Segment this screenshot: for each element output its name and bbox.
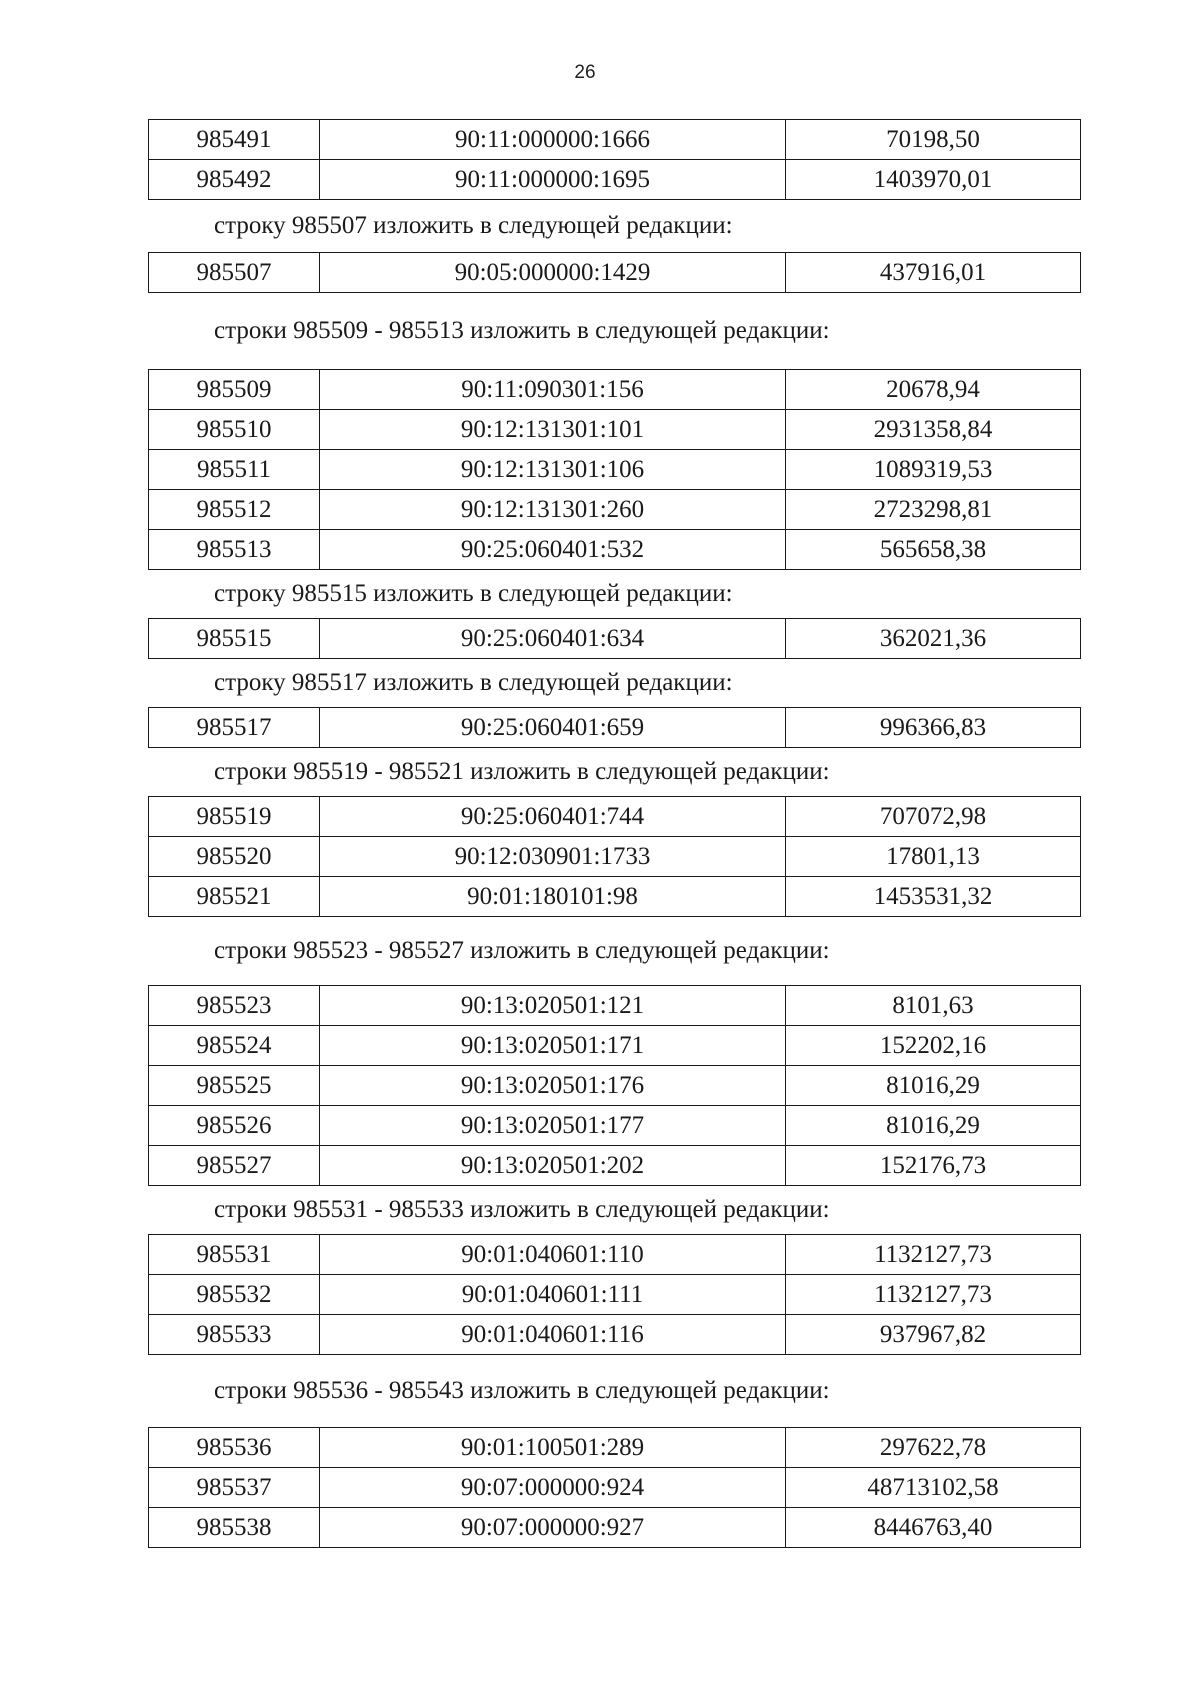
cadastral-number-cell: 90:11:090301:156 xyxy=(320,370,786,410)
table-row xyxy=(149,1026,1081,1066)
table-row xyxy=(149,450,1081,490)
value-cell: 2723298,81 xyxy=(786,490,1081,530)
row-number-cell: 985537 xyxy=(149,1468,320,1508)
row-number-cell: 985511 xyxy=(149,450,320,490)
section-heading: строку 985517 изложить в следующей редакции: xyxy=(214,669,733,696)
value-cell: 996366,83 xyxy=(786,708,1081,748)
page-number: 26 xyxy=(574,62,596,83)
row-number-cell: 985509 xyxy=(149,370,320,410)
value-cell: 565658,38 xyxy=(786,530,1081,570)
cadastral-number-cell: 90:13:020501:202 xyxy=(320,1146,786,1186)
value-cell: 8101,63 xyxy=(786,986,1081,1026)
row-number-cell: 985533 xyxy=(149,1315,320,1355)
section-heading: строки 985519 - 985521 изложить в следующей редакции: xyxy=(214,758,830,785)
value-cell: 81016,29 xyxy=(786,1106,1081,1146)
document-body xyxy=(148,119,1080,1548)
table-row xyxy=(149,1275,1081,1315)
table-row xyxy=(149,619,1081,659)
section-heading: строки 985536 - 985543 изложить в следующей редакции: xyxy=(214,1377,830,1404)
row-number-cell: 985510 xyxy=(149,410,320,450)
table-row xyxy=(149,120,1081,160)
cadastral-number-cell: 90:05:000000:1429 xyxy=(320,253,786,293)
cadastral-number-cell: 90:12:030901:1733 xyxy=(320,837,786,877)
data-table xyxy=(148,369,1081,570)
table-row xyxy=(149,370,1081,410)
table-row xyxy=(149,1428,1081,1468)
value-cell: 48713102,58 xyxy=(786,1468,1081,1508)
value-cell: 81016,29 xyxy=(786,1066,1081,1106)
cadastral-number-cell: 90:07:000000:924 xyxy=(320,1468,786,1508)
value-cell: 152202,16 xyxy=(786,1026,1081,1066)
value-cell: 2931358,84 xyxy=(786,410,1081,450)
table-row xyxy=(149,877,1081,917)
row-number-cell: 985513 xyxy=(149,530,320,570)
value-cell: 707072,98 xyxy=(786,797,1081,837)
table-row xyxy=(149,253,1081,293)
data-table xyxy=(148,119,1081,200)
value-cell: 70198,50 xyxy=(786,120,1081,160)
value-cell: 437916,01 xyxy=(786,253,1081,293)
cadastral-number-cell: 90:13:020501:171 xyxy=(320,1026,786,1066)
value-cell: 297622,78 xyxy=(786,1428,1081,1468)
section-heading: строку 985507 изложить в следующей редакции: xyxy=(214,212,733,239)
row-number-cell: 985538 xyxy=(149,1508,320,1548)
table-row xyxy=(149,410,1081,450)
section-heading: строки 985523 - 985527 изложить в следующей редакции: xyxy=(214,937,830,964)
value-cell: 152176,73 xyxy=(786,1146,1081,1186)
value-cell: 1089319,53 xyxy=(786,450,1081,490)
row-number-cell: 985532 xyxy=(149,1275,320,1315)
cadastral-number-cell: 90:07:000000:927 xyxy=(320,1508,786,1548)
table-row xyxy=(149,1468,1081,1508)
row-number-cell: 985524 xyxy=(149,1026,320,1066)
data-table xyxy=(148,618,1081,659)
data-table xyxy=(148,252,1081,293)
cadastral-number-cell: 90:13:020501:177 xyxy=(320,1106,786,1146)
cadastral-number-cell: 90:01:100501:289 xyxy=(320,1428,786,1468)
cadastral-number-cell: 90:01:180101:98 xyxy=(320,877,786,917)
value-cell: 1132127,73 xyxy=(786,1275,1081,1315)
row-number-cell: 985521 xyxy=(149,877,320,917)
value-cell: 937967,82 xyxy=(786,1315,1081,1355)
cadastral-number-cell: 90:12:131301:106 xyxy=(320,450,786,490)
table-row xyxy=(149,1235,1081,1275)
cadastral-number-cell: 90:01:040601:111 xyxy=(320,1275,786,1315)
table-row xyxy=(149,1066,1081,1106)
value-cell: 8446763,40 xyxy=(786,1508,1081,1548)
cadastral-number-cell: 90:25:060401:532 xyxy=(320,530,786,570)
cadastral-number-cell: 90:25:060401:659 xyxy=(320,708,786,748)
table-row xyxy=(149,530,1081,570)
cadastral-number-cell: 90:01:040601:110 xyxy=(320,1235,786,1275)
cadastral-number-cell: 90:13:020501:176 xyxy=(320,1066,786,1106)
cadastral-number-cell: 90:11:000000:1695 xyxy=(320,160,786,200)
table-row xyxy=(149,490,1081,530)
data-table xyxy=(148,1427,1081,1548)
value-cell: 1403970,01 xyxy=(786,160,1081,200)
value-cell: 1132127,73 xyxy=(786,1235,1081,1275)
table-row xyxy=(149,708,1081,748)
section-heading: строку 985515 изложить в следующей редакции: xyxy=(214,580,733,607)
cadastral-number-cell: 90:11:000000:1666 xyxy=(320,120,786,160)
cadastral-number-cell: 90:25:060401:744 xyxy=(320,797,786,837)
cadastral-number-cell: 90:12:131301:260 xyxy=(320,490,786,530)
row-number-cell: 985531 xyxy=(149,1235,320,1275)
section-heading: строки 985531 - 985533 изложить в следующей редакции: xyxy=(214,1196,830,1223)
cadastral-number-cell: 90:12:131301:101 xyxy=(320,410,786,450)
section-heading: строки 985509 - 985513 изложить в следующей редакции: xyxy=(214,317,830,344)
row-number-cell: 985491 xyxy=(149,120,320,160)
row-number-cell: 985517 xyxy=(149,708,320,748)
table-row xyxy=(149,160,1081,200)
cadastral-number-cell: 90:25:060401:634 xyxy=(320,619,786,659)
row-number-cell: 985525 xyxy=(149,1066,320,1106)
data-table xyxy=(148,796,1081,917)
row-number-cell: 985523 xyxy=(149,986,320,1026)
data-table xyxy=(148,707,1081,748)
table-row xyxy=(149,797,1081,837)
table-row xyxy=(149,837,1081,877)
row-number-cell: 985536 xyxy=(149,1428,320,1468)
table-row xyxy=(149,1106,1081,1146)
data-table xyxy=(148,1234,1081,1355)
table-row xyxy=(149,1315,1081,1355)
row-number-cell: 985507 xyxy=(149,253,320,293)
value-cell: 17801,13 xyxy=(786,837,1081,877)
cadastral-number-cell: 90:01:040601:116 xyxy=(320,1315,786,1355)
row-number-cell: 985492 xyxy=(149,160,320,200)
row-number-cell: 985520 xyxy=(149,837,320,877)
row-number-cell: 985515 xyxy=(149,619,320,659)
table-row xyxy=(149,1508,1081,1548)
table-row xyxy=(149,986,1081,1026)
value-cell: 20678,94 xyxy=(786,370,1081,410)
value-cell: 362021,36 xyxy=(786,619,1081,659)
row-number-cell: 985519 xyxy=(149,797,320,837)
row-number-cell: 985526 xyxy=(149,1106,320,1146)
data-table xyxy=(148,985,1081,1186)
cadastral-number-cell: 90:13:020501:121 xyxy=(320,986,786,1026)
row-number-cell: 985512 xyxy=(149,490,320,530)
value-cell: 1453531,32 xyxy=(786,877,1081,917)
table-row xyxy=(149,1146,1081,1186)
row-number-cell: 985527 xyxy=(149,1146,320,1186)
